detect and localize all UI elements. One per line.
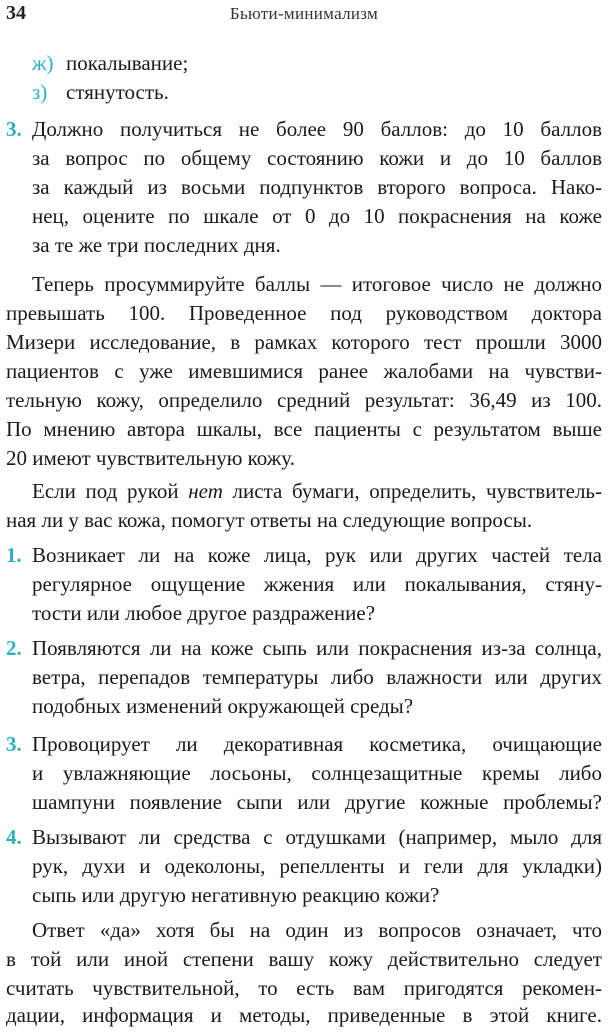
paragraph-line: дации, информация и методы, приведенные в этой книге. xyxy=(6,1003,602,1027)
question-4-line: Вызывают ли средства с отдушками (например, мыло для xyxy=(32,825,602,849)
question-4-marker: 4. xyxy=(6,825,22,849)
question-1-line: Возникает ли на коже лица, рук или других частей тела xyxy=(32,543,602,567)
list-marker-z: з) xyxy=(32,80,48,104)
running-header xyxy=(6,2,602,24)
list-item-z: стянутость. xyxy=(66,80,169,104)
paragraph-line: превышать 100. Проведенное под руководством доктора xyxy=(6,301,602,325)
paragraph-line: Ответ «да» хотя бы на один из вопросов означает, что xyxy=(32,918,602,942)
question-2-marker: 2. xyxy=(6,636,22,660)
paragraph2-emphasis: нет xyxy=(188,479,223,503)
question-3-line: Провоцирует ли декоративная косметика, очищающие xyxy=(32,732,602,756)
paragraph-line: Теперь просуммируйте баллы — итоговое число не должно xyxy=(32,272,602,296)
item3-line: Должно получиться не более 90 баллов: до 10 баллов xyxy=(32,117,602,141)
running-title: Бьюти-минимализм xyxy=(229,4,379,23)
question-2-line: подобных изменений окружающей среды? xyxy=(32,694,414,718)
paragraph-line xyxy=(32,477,602,506)
question-1-line: тости или любое другое раздражение? xyxy=(32,601,376,625)
question-4-line: сыпь или другую негативную реакцию кожи? xyxy=(32,883,440,907)
question-3-marker: 3. xyxy=(6,732,22,756)
paragraph-line: считать чувствительной, то есть вам пригодятся рекомен- xyxy=(6,976,602,1000)
item3-line: за те же три последних дня. xyxy=(32,233,281,257)
item3-line: нец, оцените по шкале от 0 до 10 покраснения на коже xyxy=(32,204,602,228)
question-4-line: рук, духи и одеколоны, репелленты и гели для укладки) xyxy=(32,854,602,878)
paragraph-line: в той или иной степени вашу кожу действительно следует xyxy=(6,947,602,971)
paragraph-line: Мизери исследование, в рамках которого тест прошли 3000 xyxy=(6,330,602,354)
question-2-line: ветра, перепадов температуры либо влажности или других xyxy=(32,665,602,689)
list-item-zh: покалывание; xyxy=(66,51,189,75)
paragraph-line: пациентов с уже имевшимися ранее жалобами на чувстви- xyxy=(6,359,602,383)
question-1-line: регулярное ощущение жжения или покалывания, стяну- xyxy=(32,572,602,596)
page-number: 34 xyxy=(6,2,26,24)
paragraph-line: 20 имеют чувствительную кожу. xyxy=(6,446,295,470)
item3-line: за каждый из восьми подпунктов второго вопроса. Нако- xyxy=(32,175,602,199)
paragraph2-text: листа бумаги, определить, чувствитель- xyxy=(232,479,602,503)
paragraph-line: ная ли у вас кожа, помогут ответы на следующие вопросы. xyxy=(6,508,533,532)
paragraph-line: По мнению автора шкалы, все пациенты с результатом выше xyxy=(6,417,602,441)
list-marker-zh: ж) xyxy=(32,51,54,75)
paragraph2-text: Если под рукой xyxy=(32,479,179,503)
question-2-line: Появляются ли на коже сыпь или покраснения из-за солнца, xyxy=(32,636,602,660)
question-3-line: шампуни появление сыпи или другие кожные проблемы? xyxy=(32,790,602,814)
item3-marker: 3. xyxy=(6,117,22,141)
question-3-line: и увлажняющие лосьоны, солнцезащитные кремы либо xyxy=(32,761,602,785)
paragraph-line: тельную кожу, определило средний результат: 36,49 из 100. xyxy=(6,388,602,412)
question-1-marker: 1. xyxy=(6,543,22,567)
item3-line: за вопрос по общему состоянию кожи и до 10 баллов xyxy=(32,146,602,170)
